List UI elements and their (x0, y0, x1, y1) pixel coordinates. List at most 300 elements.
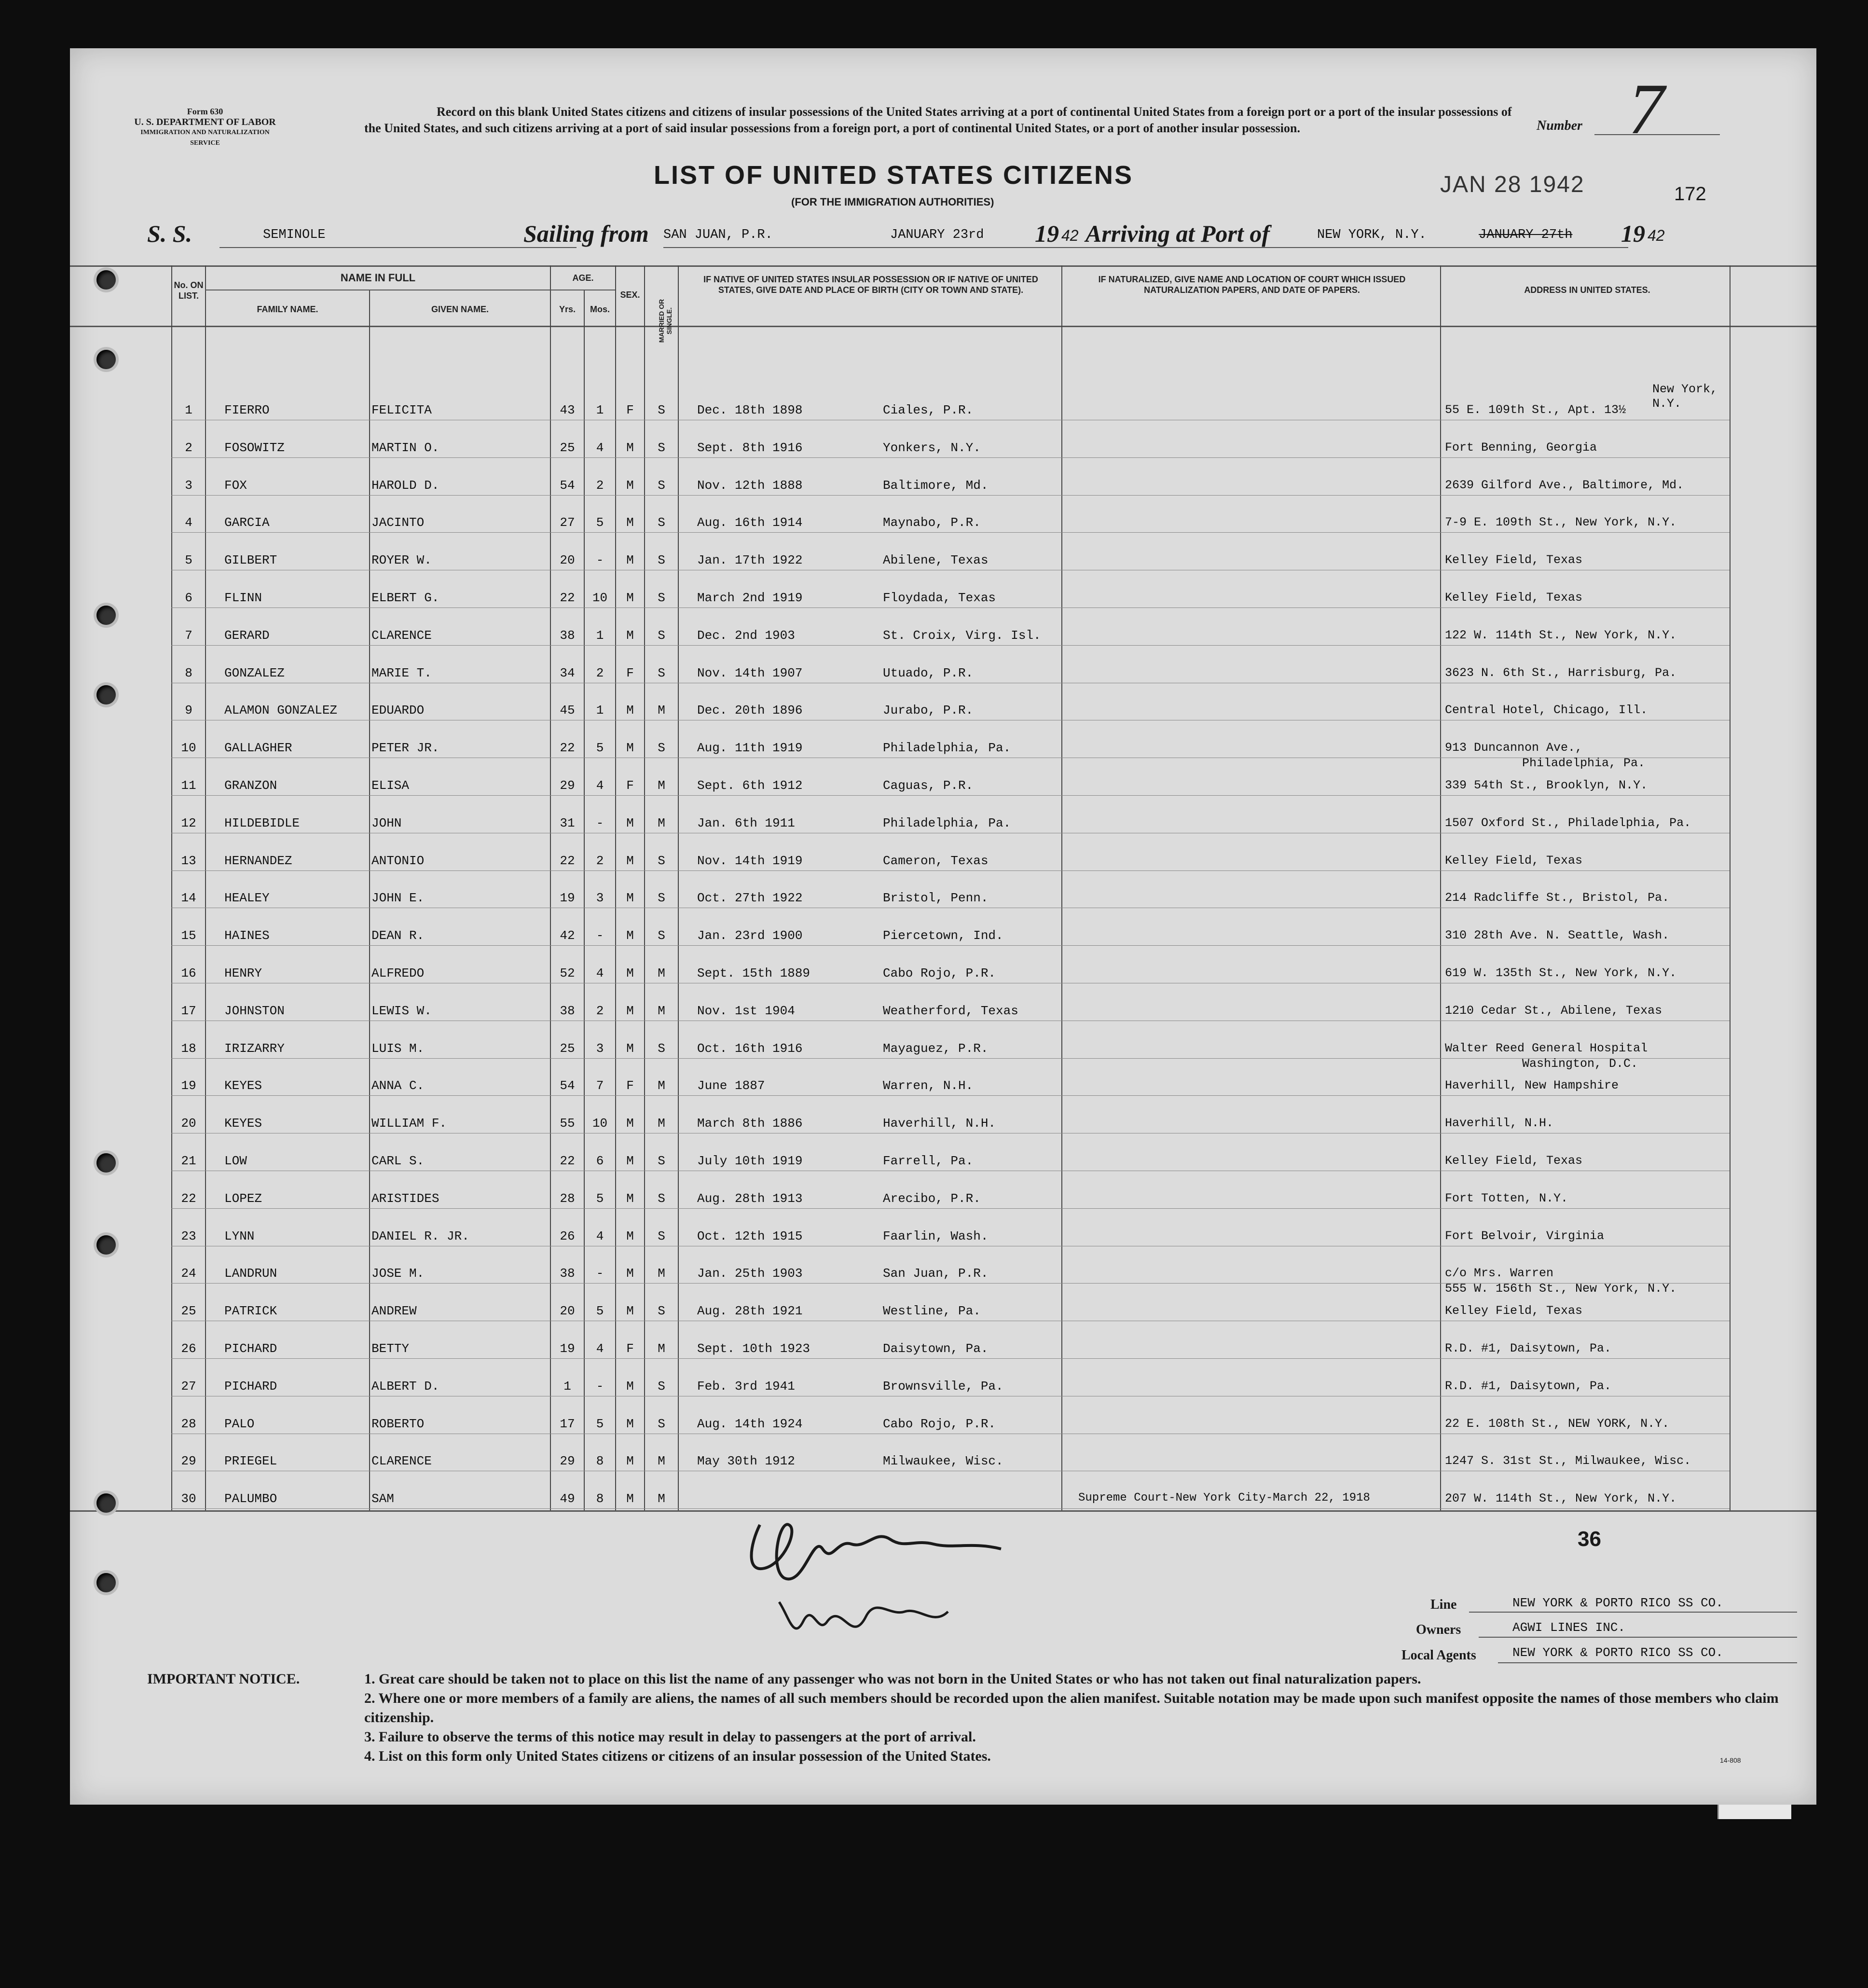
age-years: 52 (560, 966, 575, 980)
marital-status: M (658, 966, 665, 980)
marital-status: M (658, 1341, 665, 1356)
sex: M (626, 1491, 634, 1506)
given-name: DANIEL R. JR. (371, 1229, 469, 1243)
age-years: 38 (560, 1003, 575, 1018)
age-months: - (596, 815, 604, 830)
birth-place: Ciales, P.R. (883, 403, 974, 417)
birth-place: Yonkers, N.Y. (883, 440, 981, 455)
age-years: 20 (560, 553, 575, 568)
notice-item-2: 2. Where one or more members of a family are aliens, the names of all such members should be recorded upon the alien manifest. Suitable notation may be made upon such manifest opposite the names of those members who claim citizenship. (364, 1690, 1779, 1726)
header-yrs: Yrs. (559, 304, 576, 314)
row-number: 12 (181, 815, 196, 830)
given-name: LUIS M. (371, 1041, 425, 1056)
age-months: 1 (596, 403, 604, 417)
row-number: 26 (181, 1341, 196, 1356)
table-row (70, 696, 1816, 733)
birth-date: Jan. 17th 1922 (697, 553, 803, 568)
given-name: CLARENCE (371, 628, 432, 643)
age-months: 4 (596, 1341, 604, 1356)
manifest-sheet (70, 48, 1816, 1805)
address: 122 W. 114th St., New York, N.Y. (1445, 628, 1677, 642)
birth-date: Oct. 16th 1916 (697, 1041, 803, 1056)
sex: M (626, 1416, 634, 1431)
table-row (70, 846, 1816, 884)
naturalization-court: Supreme Court-New York City-March 22, 1918 (1078, 1491, 1370, 1505)
sex: M (626, 440, 634, 455)
marital-status: M (658, 778, 665, 793)
agents-label: Local Agents (1401, 1648, 1476, 1663)
birth-place: Cabo Rojo, P.R. (883, 966, 996, 980)
table-row (70, 1259, 1816, 1297)
address-line-2: Washington, D.C. (1522, 1056, 1638, 1071)
age-years: 19 (560, 1341, 575, 1356)
marital-status: S (658, 1191, 665, 1206)
birth-place: Farrell, Pa. (883, 1154, 974, 1168)
header-no-on-list: No. ON LIST. (174, 280, 204, 301)
ship-name: SEMINOLE (263, 228, 326, 242)
table-top-rule (70, 265, 1816, 267)
given-name: ANDREW (371, 1304, 417, 1319)
address: 619 W. 135th St., New York, N.Y. (1445, 966, 1677, 980)
given-name: ALBERT D. (371, 1379, 440, 1394)
age-years: 27 (560, 515, 575, 530)
marital-status: S (658, 628, 665, 643)
family-name: PATRICK (224, 1304, 277, 1319)
birth-date: Nov. 1st 1904 (697, 1003, 795, 1018)
birth-place: Bristol, Penn. (883, 891, 989, 906)
table-row (70, 659, 1816, 696)
birth-date: Aug. 28th 1913 (697, 1191, 803, 1206)
birth-date: Aug. 11th 1919 (697, 741, 803, 756)
birth-place: Westline, Pa. (883, 1304, 981, 1319)
address: 310 28th Ave. N. Seattle, Wash. (1445, 928, 1670, 943)
sex: M (626, 815, 634, 830)
page-title: LIST OF UNITED STATES CITIZENS (654, 161, 1133, 190)
age-months: 2 (596, 665, 604, 680)
punch-hole (96, 1235, 116, 1255)
table-row (70, 1146, 1816, 1184)
birth-place: Caguas, P.R. (883, 778, 974, 793)
address: Fort Benning, Georgia (1445, 440, 1597, 455)
given-name: JACINTO (371, 515, 425, 530)
age-years: 22 (560, 741, 575, 756)
row-number: 14 (181, 891, 196, 906)
owners-underline (1479, 1637, 1797, 1638)
family-name: HENRY (224, 966, 262, 980)
marital-status: M (658, 1116, 665, 1131)
header-family-name: FAMILY NAME. (257, 304, 318, 314)
punch-hole (96, 1573, 116, 1592)
age-years: 22 (560, 591, 575, 605)
department: U. S. DEPARTMENT OF LABOR (134, 117, 276, 127)
table-row (70, 583, 1816, 621)
sex: M (626, 1003, 634, 1018)
birth-date: March 2nd 1919 (697, 591, 803, 605)
birth-place: Baltimore, Md. (883, 478, 989, 493)
age-months: 5 (596, 1416, 604, 1431)
table-row (70, 1222, 1816, 1259)
address: 2639 Gilford Ave., Baltimore, Md. (1445, 478, 1684, 492)
marital-status: S (658, 1041, 665, 1056)
sex: M (626, 1116, 634, 1131)
age-months: 2 (596, 1003, 604, 1018)
address: 1507 Oxford St., Philadelphia, Pa. (1445, 815, 1691, 830)
age-years: 25 (560, 1041, 575, 1056)
family-name: PRIEGEL (224, 1454, 277, 1469)
age-months: 5 (596, 515, 604, 530)
marital-status: S (658, 1304, 665, 1319)
birth-date: Dec. 18th 1898 (697, 403, 803, 417)
service: IMMIGRATION AND NATURALIZATION SERVICE (140, 129, 270, 147)
age-months: 5 (596, 1191, 604, 1206)
birth-date: Nov. 12th 1888 (697, 478, 803, 493)
age-months: 4 (596, 966, 604, 980)
punch-hole (96, 1153, 116, 1173)
age-months: 10 (592, 1116, 608, 1131)
sex: M (626, 1304, 634, 1319)
address: 214 Radcliffe St., Bristol, Pa. (1445, 891, 1670, 905)
table-row (70, 1409, 1816, 1447)
birth-date: Sept. 8th 1916 (697, 440, 803, 455)
age-months: 5 (596, 741, 604, 756)
age-years: 38 (560, 1266, 575, 1281)
address: 22 E. 108th St., NEW YORK, N.Y. (1445, 1416, 1670, 1431)
family-name: GRANZON (224, 778, 277, 793)
age-months: 3 (596, 1041, 604, 1056)
notice-heading: IMPORTANT NOTICE. (147, 1671, 300, 1687)
birth-date: June 1887 (697, 1078, 765, 1093)
age-years: 55 (560, 1116, 575, 1131)
table-row (70, 884, 1816, 921)
birth-place: Weatherford, Texas (883, 1003, 1018, 1018)
line-label: Line (1430, 1597, 1457, 1612)
row-number: 21 (181, 1154, 196, 1168)
row-number: 23 (181, 1229, 196, 1243)
sex: M (626, 553, 634, 568)
sex: M (626, 928, 634, 943)
table-row (70, 1372, 1816, 1409)
row-number: 22 (181, 1191, 196, 1206)
birth-date: Oct. 27th 1922 (697, 891, 803, 906)
given-name: WILLIAM F. (371, 1116, 447, 1131)
birth-date: Jan. 6th 1911 (697, 815, 795, 830)
address-line-2: Philadelphia, Pa. (1522, 756, 1646, 771)
age-years: 29 (560, 1454, 575, 1469)
address: Fort Totten, N.Y. (1445, 1191, 1568, 1205)
age-months: 5 (596, 1304, 604, 1319)
age-months: 2 (596, 478, 604, 493)
given-name: JOHN (371, 815, 402, 830)
family-name: PALO (224, 1416, 255, 1431)
age-months: 4 (596, 1229, 604, 1243)
family-name: ALAMON GONZALEZ (224, 703, 338, 718)
age-years: 54 (560, 478, 575, 493)
sailing-port: SAN JUAN, P.R. (663, 228, 773, 242)
owners-label: Owners (1416, 1622, 1461, 1637)
birth-date: Jan. 25th 1903 (697, 1266, 803, 1281)
birth-place: Milwaukee, Wisc. (883, 1454, 1003, 1469)
address: Kelley Field, Texas (1445, 1154, 1583, 1168)
table-row (70, 621, 1816, 659)
sex: M (626, 741, 634, 756)
punch-hole (96, 1493, 116, 1513)
birth-place: Daisytown, Pa. (883, 1341, 989, 1356)
intro-text: Record on this blank United States citizens and citizens of insular possessions of the United States arriving at a port of continental United States from a foreign port or a port of the insular possessions of the United States, and such citizens arriving at a port of said insular possessions from a foreign port, a port of continental United States, or a port of another insular possession. (364, 105, 1512, 135)
family-name: GONZALEZ (224, 665, 285, 680)
sex: M (626, 1154, 634, 1168)
table-row (70, 1034, 1816, 1072)
family-name: LANDRUN (224, 1266, 277, 1281)
given-name: ANTONIO (371, 853, 425, 868)
header-birth: IF NATIVE OF UNITED STATES INSULAR POSSESSION OR IF NATIVE OF UNITED STATES, GIVE DATE AND PLACE OF BIRTH (CITY OR TOWN AND STATE). (703, 275, 1038, 295)
table-row (70, 1071, 1816, 1109)
birth-place: Floydada, Texas (883, 591, 996, 605)
birth-date: Sept. 6th 1912 (697, 778, 803, 793)
family-name: PALUMBO (224, 1491, 277, 1506)
marital-status: S (658, 1154, 665, 1168)
sex: M (626, 703, 634, 718)
table-header-rule (70, 326, 1816, 327)
birth-place: Jurabo, P.R. (883, 703, 974, 718)
birth-date: Jan. 23rd 1900 (697, 928, 803, 943)
birth-date: July 10th 1919 (697, 1154, 803, 1168)
sex: M (626, 1379, 634, 1394)
address: Walter Reed General Hospital (1445, 1041, 1648, 1055)
sex: F (626, 778, 634, 793)
given-name: BETTY (371, 1341, 410, 1356)
header-married-single: MARRIED OR SINGLE. (658, 299, 673, 343)
table-row (70, 996, 1816, 1034)
address: 1247 S. 31st St., Milwaukee, Wisc. (1445, 1454, 1691, 1468)
table-row (70, 1334, 1816, 1372)
age-months: 3 (596, 891, 604, 906)
age-months: 1 (596, 703, 604, 718)
row-number: 8 (185, 665, 192, 680)
table-row (70, 1297, 1816, 1334)
birth-date: Sept. 10th 1923 (697, 1341, 810, 1356)
form-code: 14-808 (1720, 1756, 1741, 1764)
age-years: 17 (560, 1416, 575, 1431)
family-name: KEYES (224, 1078, 262, 1093)
arriving-label: Arriving at Port of (1085, 220, 1270, 247)
birth-place: Haverhill, N.H. (883, 1116, 996, 1131)
punch-hole (96, 350, 116, 369)
family-name: FIERRO (224, 403, 270, 417)
given-name: JOHN E. (371, 891, 425, 906)
number-label: Number (1537, 118, 1582, 133)
age-years: 34 (560, 665, 575, 680)
family-name: GALLAGHER (224, 741, 292, 756)
family-name: HERNANDEZ (224, 853, 292, 868)
age-months: - (596, 1266, 604, 1281)
birth-date: Nov. 14th 1907 (697, 665, 803, 680)
arrival-port: NEW YORK, N.Y. (1317, 228, 1427, 242)
birth-place: Philadelphia, Pa. (883, 815, 1011, 830)
address: Haverhill, N.H. (1445, 1116, 1554, 1131)
row-number: 6 (185, 591, 192, 605)
age-months: - (596, 928, 604, 943)
sex: M (626, 1454, 634, 1469)
sailing-year: 42 (1061, 227, 1079, 244)
address: Kelley Field, Texas (1445, 1304, 1583, 1318)
age-months: - (596, 1379, 604, 1394)
age-years: 38 (560, 628, 575, 643)
table-row (70, 508, 1816, 546)
given-name: CARL S. (371, 1154, 425, 1168)
birth-date: Aug. 16th 1914 (697, 515, 803, 530)
arrival-year: 42 (1648, 227, 1665, 244)
family-name: KEYES (224, 1116, 262, 1131)
table-row (70, 1447, 1816, 1484)
address: 55 E. 109th St., Apt. 13½ (1445, 403, 1626, 417)
age-years: 26 (560, 1229, 575, 1243)
given-name: MARTIN O. (371, 440, 440, 455)
given-name: ROBERTO (371, 1416, 425, 1431)
birth-date: May 30th 1912 (697, 1454, 795, 1469)
birth-place: Cabo Rojo, P.R. (883, 1416, 996, 1431)
sex: M (626, 966, 634, 980)
given-name: HAROLD D. (371, 478, 440, 493)
given-name: DEAN R. (371, 928, 425, 943)
family-name: HEALEY (224, 891, 270, 906)
family-name: GERARD (224, 628, 270, 643)
age-months: 4 (596, 778, 604, 793)
sex: M (626, 1229, 634, 1243)
table-row (70, 809, 1816, 846)
age-years: 22 (560, 1154, 575, 1168)
page-subtitle: (FOR THE IMMIGRATION AUTHORITIES) (791, 196, 994, 208)
given-name: ALFREDO (371, 966, 425, 980)
birth-place: St. Croix, Virg. Isl. (883, 628, 1041, 643)
family-name: HAINES (224, 928, 270, 943)
marital-status: S (658, 928, 665, 943)
table-row (70, 471, 1816, 509)
sex: M (626, 591, 634, 605)
row-number: 15 (181, 928, 196, 943)
age-years: 31 (560, 815, 575, 830)
family-name: LOPEZ (224, 1191, 262, 1206)
given-name: EDUARDO (371, 703, 425, 718)
row-number: 18 (181, 1041, 196, 1056)
ports-underline (663, 247, 1628, 248)
family-name: IRIZARRY (224, 1041, 285, 1056)
age-months: 8 (596, 1454, 604, 1469)
owners-value: AGWI LINES INC. (1512, 1620, 1626, 1635)
table-row (70, 1184, 1816, 1222)
marital-status: S (658, 553, 665, 568)
address: 7-9 E. 109th St., New York, N.Y. (1445, 515, 1677, 530)
age-years: 25 (560, 440, 575, 455)
sailing-from-label: Sailing from (523, 220, 649, 247)
punch-hole (96, 606, 116, 625)
sex: F (626, 1078, 634, 1093)
given-name: ANNA C. (371, 1078, 425, 1093)
family-name: GILBERT (224, 553, 277, 568)
table-row (70, 733, 1816, 771)
birth-place: Brownsville, Pa. (883, 1379, 1003, 1394)
marital-status: S (658, 440, 665, 455)
birth-place: Piercetown, Ind. (883, 928, 1003, 943)
address: Kelley Field, Texas (1445, 591, 1583, 605)
row-number: 29 (181, 1454, 196, 1469)
marital-status: S (658, 891, 665, 906)
age-years: 1 (563, 1379, 571, 1394)
given-name: SAM (371, 1491, 394, 1506)
marital-status: S (658, 741, 665, 756)
marital-status: M (658, 703, 665, 718)
sex: F (626, 403, 634, 417)
age-months: - (596, 553, 604, 568)
family-name: HILDEBIDLE (224, 815, 300, 830)
given-name: ELISA (371, 778, 410, 793)
age-years: 19 (560, 891, 575, 906)
age-months: 2 (596, 853, 604, 868)
table-row (70, 382, 1816, 433)
address: 1210 Cedar St., Abilene, Texas (1445, 1003, 1662, 1018)
birth-place: Faarlin, Wash. (883, 1229, 989, 1243)
row-number: 1 (185, 403, 192, 417)
birth-place: Cameron, Texas (883, 853, 989, 868)
notice-item-3: 3. Failure to observe the terms of this notice may result in delay to passengers at the port of arrival. (364, 1729, 976, 1745)
row-number: 20 (181, 1116, 196, 1131)
row-number: 11 (181, 778, 196, 793)
birth-place: Mayaguez, P.R. (883, 1041, 989, 1056)
important-notice (147, 1670, 1797, 1766)
family-name: PICHARD (224, 1379, 277, 1394)
marital-status: M (658, 1454, 665, 1469)
row-number: 27 (181, 1379, 196, 1394)
age-years: 45 (560, 703, 575, 718)
birth-place: Utuado, P.R. (883, 665, 974, 680)
row-number: 13 (181, 853, 196, 868)
age-years: 29 (560, 778, 575, 793)
notice-item-4: 4. List on this form only United States citizens or citizens of an insular possession of the United States. (364, 1748, 991, 1764)
birth-date: March 8th 1886 (697, 1116, 803, 1131)
address: Central Hotel, Chicago, Ill. (1445, 703, 1648, 718)
birth-date: Oct. 12th 1915 (697, 1229, 803, 1243)
row-number: 2 (185, 440, 192, 455)
marital-status: M (658, 1078, 665, 1093)
family-name: PICHARD (224, 1341, 277, 1356)
row-number: 30 (181, 1491, 196, 1506)
marital-status: S (658, 591, 665, 605)
marital-status: S (658, 403, 665, 417)
sex: F (626, 665, 634, 680)
total-count: 36 (1578, 1527, 1601, 1551)
header-given-name: GIVEN NAME. (431, 304, 489, 314)
header-name-in-full: NAME IN FULL (340, 272, 416, 284)
address: R.D. #1, Daisytown, Pa. (1445, 1341, 1612, 1355)
header-age: AGE. (572, 273, 594, 283)
given-name: CLARENCE (371, 1454, 432, 1469)
given-name: JOSE M. (371, 1266, 425, 1281)
address: R.D. #1, Daisytown, Pa. (1445, 1379, 1612, 1393)
family-name: FOX (224, 478, 247, 493)
ship-underline (220, 247, 577, 248)
sex: M (626, 891, 634, 906)
form-id-block (133, 106, 277, 149)
sex: M (626, 1041, 634, 1056)
marital-status: S (658, 853, 665, 868)
age-years: 43 (560, 403, 575, 417)
age-months: 8 (596, 1491, 604, 1506)
inspector-signature (731, 1496, 1069, 1655)
sex: M (626, 1191, 634, 1206)
arrival-date: JANUARY 27th (1479, 228, 1573, 242)
age-years: 49 (560, 1491, 575, 1506)
row-number: 3 (185, 478, 192, 493)
row-number: 17 (181, 1003, 196, 1018)
